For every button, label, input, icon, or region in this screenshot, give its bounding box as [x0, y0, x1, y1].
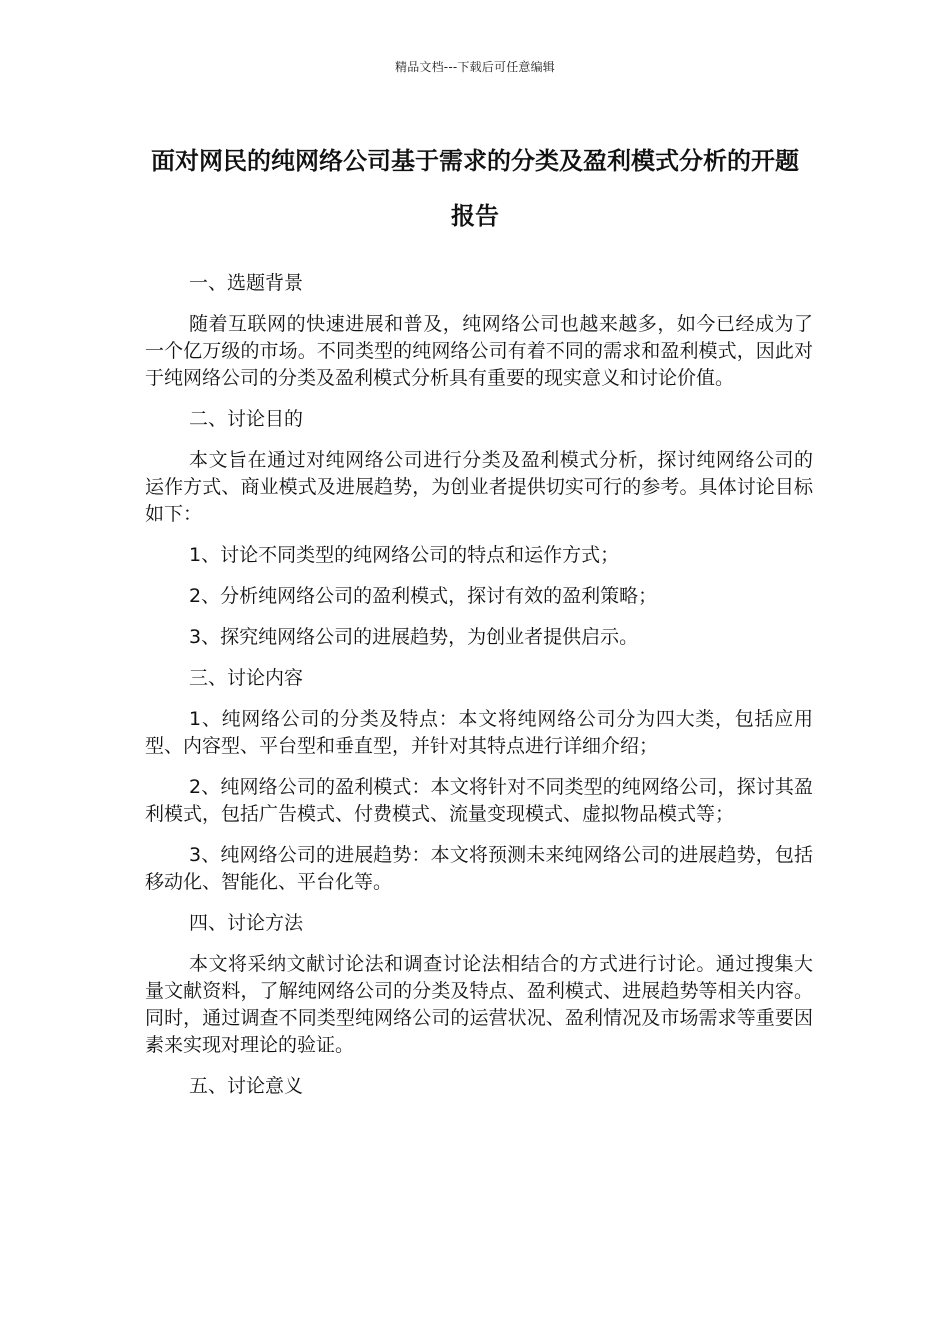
list-item-purpose-1: 1、讨论不同类型的纯网络公司的特点和运作方式； [189, 544, 620, 566]
list-item-purpose-3: 3、探究纯网络公司的进展趋势，为创业者提供启示。 [189, 626, 639, 648]
section-heading-significance: 五、讨论意义 [189, 1075, 304, 1097]
paragraph-method: 本文将采纳文献讨论法和调查讨论法相结合的方式进行讨论。通过搜集大量文献资料，了解纯网络公司的分类及特点、盈利模式、进展趋势等相关内容。同时，通过调查不同类型纯网络公司的运营状况、盈利情况及市场需求等重要因素来实现对理论的验证。 [145, 953, 813, 1056]
section-heading-method: 四、讨论方法 [189, 912, 304, 934]
section-heading-content: 三、讨论内容 [189, 667, 304, 689]
list-item-content-3: 3、纯网络公司的进展趋势：本文将预测未来纯网络公司的进展趋势，包括移动化、智能化、平台化等。 [145, 844, 813, 893]
list-item-content-2: 2、纯网络公司的盈利模式：本文将针对不同类型的纯网络公司，探讨其盈利模式，包括广告模式、付费模式、流量变现模式、虚拟物品模式等； [145, 776, 813, 825]
list-item-purpose-2: 2、分析纯网络公司的盈利模式，探讨有效的盈利策略； [189, 585, 658, 607]
document-title: 面对网民的纯网络公司基于需求的分类及盈利模式分析的开题报告 [151, 147, 799, 230]
header-note: 精品文档---下载后可任意编辑 [395, 60, 555, 74]
paragraph-purpose: 本文旨在通过对纯网络公司进行分类及盈利模式分析，探讨纯网络公司的运作方式、商业模式及进展趋势，为创业者提供切实可行的参考。具体讨论目标如下： [145, 449, 813, 525]
list-item-content-1: 1、纯网络公司的分类及特点：本文将纯网络公司分为四大类，包括应用型、内容型、平台型和垂直型，并针对其特点进行详细介绍； [145, 708, 813, 757]
paragraph-background: 随着互联网的快速进展和普及，纯网络公司也越来越多，如今已经成为了一个亿万级的市场。不同类型的纯网络公司有着不同的需求和盈利模式，因此对于纯网络公司的分类及盈利模式分析具有重要的现实意义和讨论价值。 [145, 313, 813, 389]
section-heading-purpose: 二、讨论目的 [189, 408, 304, 430]
section-heading-background: 一、选题背景 [189, 272, 304, 294]
document-body [145, 270, 813, 1114]
